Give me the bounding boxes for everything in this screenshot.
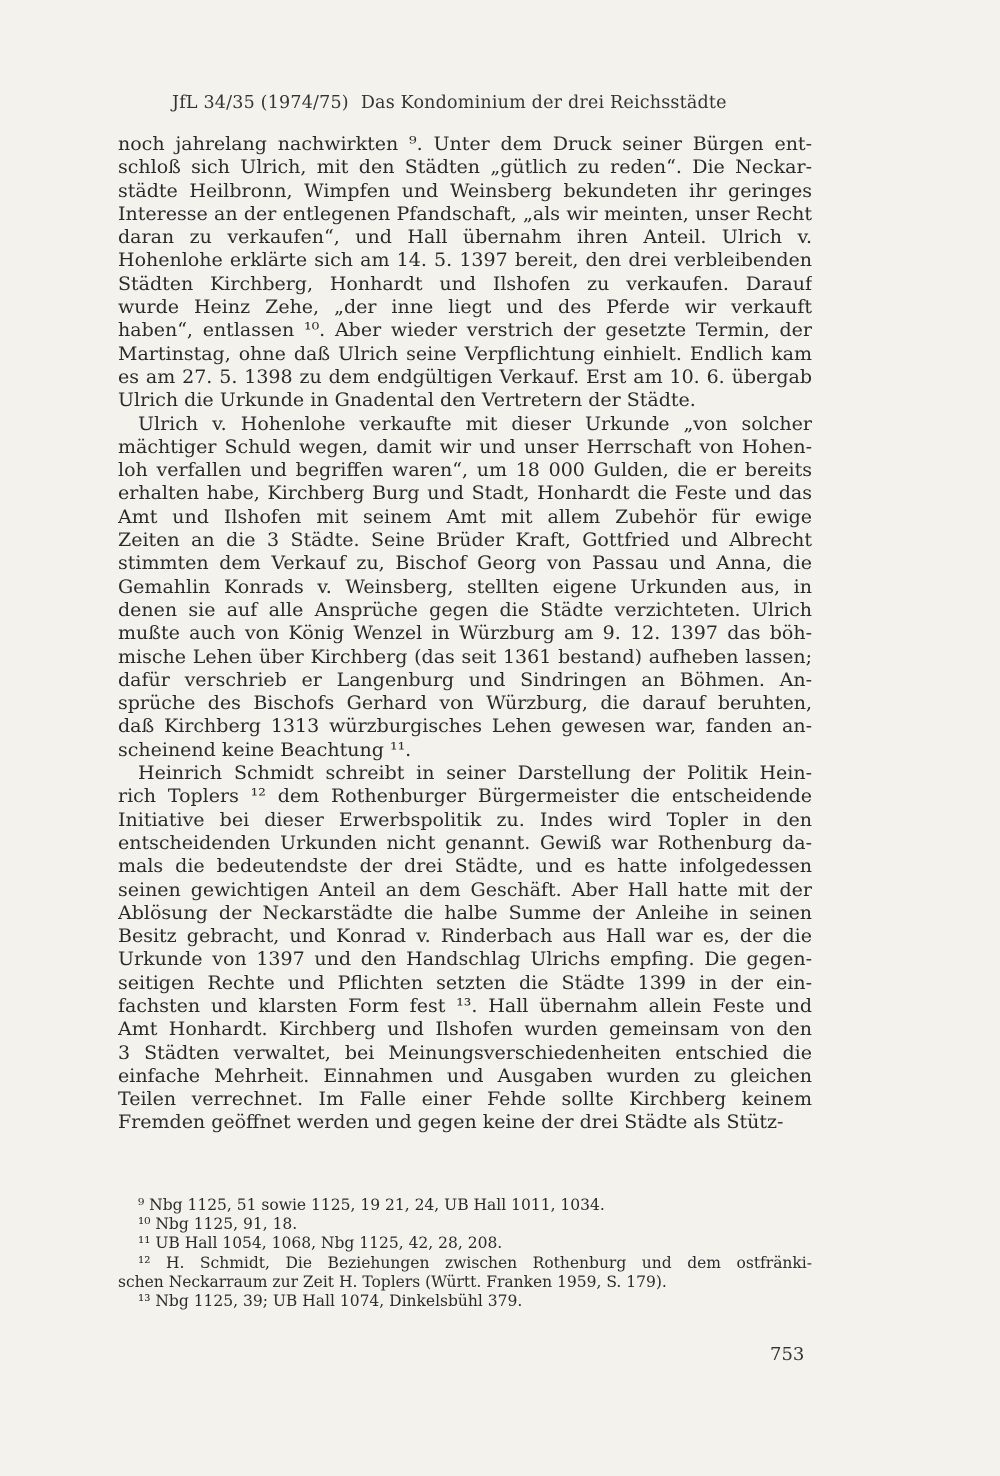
text-line: sprüche des Bischofs Gerhard von Würzburg, die darauf beruhten, [118,692,812,715]
text-line: Fremden geöffnet werden und gegen keine der drei Städte als Stütz- [118,1111,784,1134]
text-line: Martinstag, ohne daß Ulrich seine Verpflichtung einhielt. Endlich kam [118,342,812,365]
text-line: erhalten habe, Kirchberg Burg und Stadt, Honhardt die Feste und das [118,482,812,505]
text-line: daß Kirchberg 1313 würzburgisches Lehen gewesen war, fanden an- [118,715,812,738]
text-line: Urkunde von 1397 und den Handschlag Ulrichs empfing. Die gegen- [118,948,812,971]
text-line: Heinrich Schmidt schreibt in seiner Darstellung der Politik Hein- [138,762,812,785]
text-line: Gemahlin Konrads v. Weinsberg, stellten eigene Urkunden aus, in [118,575,812,598]
text-line: seitigen Rechte und Pflichten setzten die Städte 1399 in der ein- [118,971,812,994]
text-line: stimmten dem Verkauf zu, Bischof Georg von Passau und Anna, die [118,552,812,575]
footnote [118,1292,812,1311]
text-line: Zeiten an die 3 Städte. Seine Brüder Kraft, Gottfried und Albrecht [118,529,812,552]
footnote-line: ⁹ Nbg 1125, 51 sowie 1125, 19 21, 24, UB Hall 1011, 1034. [138,1196,605,1214]
text-line: Ulrich die Urkunde in Gnadental den Vertretern der Städte. [118,389,696,412]
text-line: 3 Städten verwaltet, bei Meinungsverschiedenheiten entschied die [118,1041,812,1064]
text-line: einfache Mehrheit. Einnahmen und Ausgaben wurden zu gleichen [118,1064,812,1087]
text-line: denen sie auf alle Ansprüche gegen die Städte verzichteten. Ulrich [118,598,812,621]
article-title: Das Kondominium der drei Reichsstädte [360,93,727,113]
running-header [172,93,812,113]
text-line: Interesse an der entlegenen Pfandschaft, „als wir meinten, unser Recht [118,202,812,225]
footnote-line: ¹³ Nbg 1125, 39; UB Hall 1074, Dinkelsbühl 379. [138,1291,523,1310]
footnote-line: ¹² H. Schmidt, Die Beziehungen zwischen Rothenburg und dem ostfränki- [138,1253,812,1272]
text-line: Amt Honhardt. Kirchberg und Ilshofen wurden gemeinsam von den [118,1018,812,1041]
text-line: mächtiger Schuld wegen, damit wir und unser Herrschaft von Hohen- [118,435,812,458]
text-line: Teilen verrechnet. Im Falle einer Fehde sollte Kirchberg keinem [118,1088,812,1111]
text-line: dafür verschrieb er Langenburg und Sindringen an Böhmen. An- [118,668,812,691]
text-line: mische Lehen über Kirchberg (das seit 1361 bestand) aufheben lassen; [118,645,812,668]
footnote [118,1215,812,1234]
text-line: Hohenlohe erklärte sich am 14. 5. 1397 bereit, den drei verbleibenden [118,249,812,272]
text-line: scheinend keine Beachtung ¹¹. [118,738,412,761]
footnote-line: schen Neckarraum zur Zeit H. Toplers (Württ. Franken 1959, S. 179). [118,1272,667,1291]
paragraph [118,762,812,1135]
text-line: Städten Kirchberg, Honhardt und Ilshofen zu verkaufen. Darauf [118,272,812,295]
paragraph [118,413,812,762]
text-line: mals die bedeutendste der drei Städte, und es hatte infolgedessen [118,855,812,878]
text-line: haben“, entlassen ¹⁰. Aber wieder verstrich der gesetzte Termin, der [118,319,812,342]
footnote [118,1234,812,1253]
journal-reference: JfL 34/35 (1974/75) [172,93,349,113]
paragraph [118,133,812,413]
text-line: loh verfallen und begriffen waren“, um 18 000 Gulden, die er bereits [118,459,812,482]
text-line: es am 27. 5. 1398 zu dem endgültigen Verkauf. Erst am 10. 6. übergab [118,365,812,388]
text-line: Amt und Ilshofen mit seinem Amt mit allem Zubehör für ewige [118,505,812,528]
body-text [118,133,812,1135]
footnote-line: ¹¹ UB Hall 1054, 1068, Nbg 1125, 42, 28, 208. [138,1234,503,1253]
text-line: rich Toplers ¹² dem Rothenburger Bürgermeister die entscheidende [118,785,812,808]
text-line: städte Heilbronn, Wimpfen und Weinsberg bekundeten ihr geringes [118,179,812,202]
text-line: wurde Heinz Zehe, „der inne liegt und des Pferde wir verkauft [118,296,812,319]
text-line: mußte auch von König Wenzel in Würzburg am 9. 12. 1397 das böh- [118,622,812,645]
footnote [118,1254,812,1292]
text-line: noch jahrelang nachwirkten ⁹. Unter dem Druck seiner Bürgen ent- [118,133,812,155]
text-line: seinen gewichtigen Anteil an dem Geschäft. Aber Hall hatte mit der [118,878,812,901]
page-number: 753 [770,1344,805,1365]
text-line: Ablösung der Neckarstädte die halbe Summe der Anleihe in seinen [118,901,812,924]
text-line: fachsten und klarsten Form fest ¹³. Hall übernahm allein Feste und [118,994,812,1017]
text-line: Besitz gebracht, und Konrad v. Rinderbach aus Hall war es, der die [118,925,812,948]
text-line: entscheidenden Urkunden nicht genannt. Gewiß war Rothenburg da- [118,831,812,854]
text-line: Ulrich v. Hohenlohe verkaufte mit dieser Urkunde „von solcher [138,412,812,435]
footnote [118,1196,812,1215]
text-line: schloß sich Ulrich, mit den Städten „gütlich zu reden“. Die Neckar- [118,156,812,179]
footnotes [118,1196,812,1311]
text-line: daran zu verkaufen“, und Hall übernahm ihren Anteil. Ulrich v. [118,226,812,249]
footnote-line: ¹⁰ Nbg 1125, 91, 18. [138,1215,298,1234]
text-line: Initiative bei dieser Erwerbspolitik zu. Indes wird Topler in den [118,808,812,831]
